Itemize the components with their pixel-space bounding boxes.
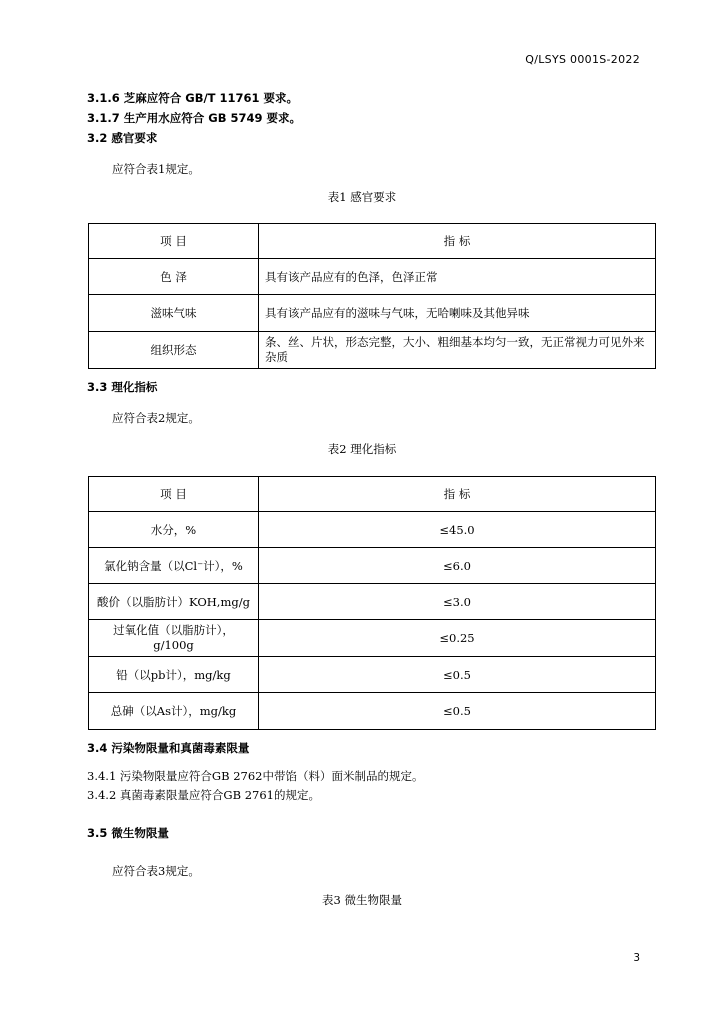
table2-value: ≤0.25 xyxy=(259,620,656,657)
table1-header-item: 项 目 xyxy=(89,224,259,259)
table-row xyxy=(89,512,656,548)
section-3-1-7: 3.1.7 生产用水应符合 GB 5749 要求。 xyxy=(87,111,301,125)
table1-sensory xyxy=(88,223,656,369)
table-row xyxy=(89,693,656,730)
table2-item: 氯化钠含量（以Cl⁻计），% xyxy=(89,548,259,584)
table-row xyxy=(89,657,656,693)
page-number: 3 xyxy=(633,952,640,964)
table1-header-value: 指 标 xyxy=(259,224,656,259)
table2-item: 铅（以pb计），mg/kg xyxy=(89,657,259,693)
table-row xyxy=(89,259,656,295)
table3-caption: 表3 微生物限量 xyxy=(322,893,402,907)
section-3-4-heading: 3.4 污染物限量和真菌毒素限量 xyxy=(87,741,250,755)
table2-header-value: 指 标 xyxy=(259,477,656,512)
section-3-4-2: 3.4.2 真菌毒素限量应符合GB 2761的规定。 xyxy=(87,788,320,802)
table2-caption: 表2 理化指标 xyxy=(327,442,397,456)
section-3-5-heading: 3.5 微生物限量 xyxy=(87,826,169,840)
table-row xyxy=(89,620,656,657)
table2-item: 总砷（以As计），mg/kg xyxy=(89,693,259,730)
table2-physicochemical xyxy=(88,476,656,730)
table1-caption: 表1 感官要求 xyxy=(327,190,397,204)
table2-item: 水分，% xyxy=(89,512,259,548)
table2-value: ≤3.0 xyxy=(259,584,656,620)
table2-header-item: 项 目 xyxy=(89,477,259,512)
document-code: Q/LSYS 0001S-2022 xyxy=(525,53,640,66)
section-3-4-1: 3.4.1 污染物限量应符合GB 2762中带馅（料）面米制品的规定。 xyxy=(87,769,424,783)
table1-header-row xyxy=(89,224,656,259)
section-3-3-heading: 3.3 理化指标 xyxy=(87,380,158,394)
table1-item: 滋味气味 xyxy=(89,295,259,332)
table2-value: ≤6.0 xyxy=(259,548,656,584)
table2-value: ≤0.5 xyxy=(259,657,656,693)
section-3-2-text: 应符合表1规定。 xyxy=(112,162,200,176)
table-row xyxy=(89,548,656,584)
table1-value: 具有该产品应有的滋味与气味，无哈喇味及其他异味 xyxy=(259,295,656,332)
table-row xyxy=(89,295,656,332)
section-3-1-6: 3.1.6 芝麻应符合 GB/T 11761 要求。 xyxy=(87,91,299,105)
table2-value: ≤45.0 xyxy=(259,512,656,548)
table1-item: 色 泽 xyxy=(89,259,259,295)
table2-header-row xyxy=(89,477,656,512)
table2-item: 酸价（以脂肪计）KOH,mg/g xyxy=(89,584,259,620)
table-row xyxy=(89,332,656,369)
section-3-5-text: 应符合表3规定。 xyxy=(112,864,200,878)
section-3-2-heading: 3.2 感官要求 xyxy=(87,131,158,145)
table1-value: 条、丝、片状，形态完整，大小、粗细基本均匀一致，无正常视力可见外来杂质 xyxy=(259,332,656,369)
section-3-3-text: 应符合表2规定。 xyxy=(112,411,200,425)
table2-value: ≤0.5 xyxy=(259,693,656,730)
table1-value: 具有该产品应有的色泽，色泽正常 xyxy=(259,259,656,295)
table-row xyxy=(89,584,656,620)
table2-item: 过氧化值（以脂肪计），g/100g xyxy=(89,620,259,657)
table1-item: 组织形态 xyxy=(89,332,259,369)
